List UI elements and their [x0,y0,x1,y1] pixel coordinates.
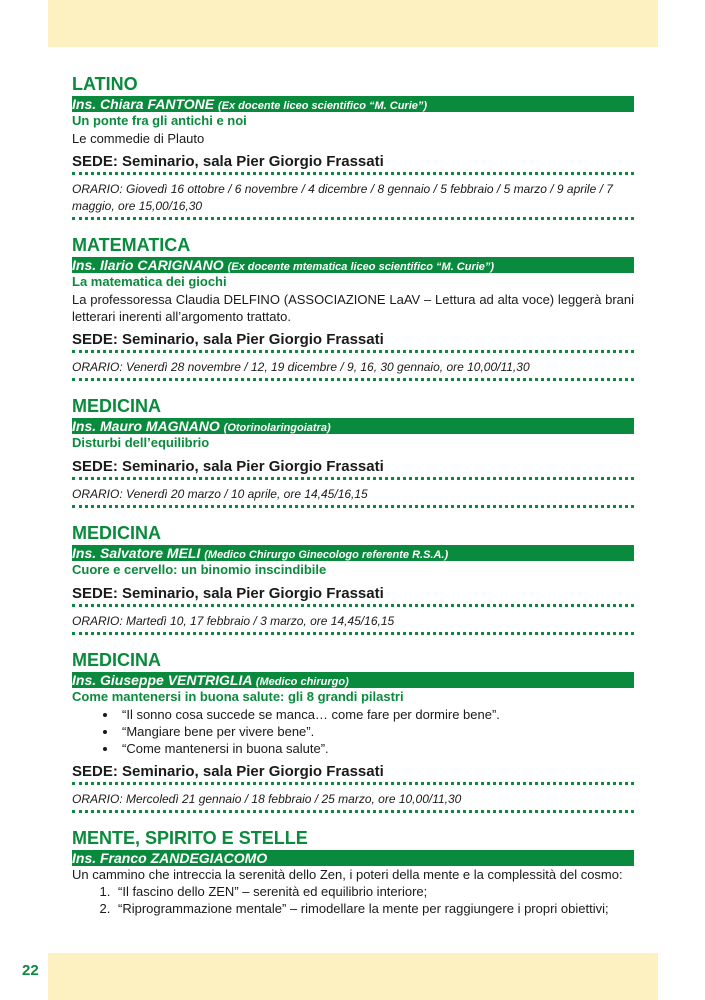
top-decorative-band [48,0,658,47]
teacher-name: Ins. Franco ZANDEGIACOMO [72,850,268,866]
venue: SEDE: Seminario, sala Pier Giorgio Frassati [72,153,384,170]
schedule: ORARIO: Mercoledì 21 gennaio / 18 febbraio / 25 marzo, ore 10,00/11,30 [72,792,462,806]
page-number: 22 [22,962,39,979]
list-item: 1. “Il fascino dello ZEN” – serenità ed equilibrio interiore; [114,883,634,900]
venue: SEDE: Seminario, sala Pier Giorgio Frassati [72,763,384,780]
course-title: Cuore e cervello: un binomio inscindibile [72,562,327,577]
course-section-matematica [72,233,634,384]
section-title: LATINO [72,74,138,94]
teacher-bar [72,672,634,688]
schedule: ORARIO: Venerdì 28 novembre / 12, 19 dicembre / 9, 16, 30 gennaio, ore 10,00/11,30 [72,360,530,374]
course-description: Le commedie di Plauto [72,131,205,146]
course-description: La professoressa Claudia DELFINO (ASSOCIAZIONE LaAV – Lettura ad alta voce) leggerà brani letterari inerenti all’argomento trattato. [72,292,634,324]
course-title: Come mantenersi in buona salute: gli 8 grandi pilastri [72,689,404,704]
course-section-medicina-meli [72,521,634,638]
section-title: MENTE, SPIRITO E STELLE [72,828,308,848]
teacher-note: (Otorinolaringoiatra) [223,422,331,434]
list-item: • “Come mantenersi in buona salute”. [118,740,634,757]
dotted-divider [72,810,634,816]
course-section-medicina-magnano [72,394,634,511]
teacher-name: Ins. Giuseppe VENTRIGLIA [72,672,252,688]
course-description: Un cammino che intreccia la serenità dello Zen, i poteri della mente e la complessità del cosmo: [72,867,623,882]
teacher-bar [72,96,634,112]
venue: SEDE: Seminario, sala Pier Giorgio Frassati [72,331,384,348]
section-title: MEDICINA [72,523,161,543]
section-title: MEDICINA [72,650,161,670]
course-title: Un ponte fra gli antichi e noi [72,113,247,128]
bottom-decorative-band [48,953,658,1000]
list-item: • “Mangiare bene per vivere bene”. [118,723,634,740]
teacher-bar [72,257,634,273]
teacher-note: (Medico Chirurgo Ginecologo referente R.S.A.) [204,549,449,561]
course-section-medicina-ventriglia [72,648,634,816]
teacher-note: (Ex docente liceo scientifico “M. Curie”) [218,100,428,112]
dotted-divider [72,632,634,638]
venue: SEDE: Seminario, sala Pier Giorgio Frassati [72,585,384,602]
dotted-divider [72,378,634,384]
list-item: 2. “Riprogrammazione mentale” – rimodellare la mente per raggiungere i propri obiettivi; [114,900,634,917]
teacher-name: Ins. Salvatore MELI [72,545,201,561]
schedule: ORARIO: Martedì 10, 17 febbraio / 3 marzo, ore 14,45/16,15 [72,614,395,628]
teacher-note: (Ex docente mtematica liceo scientifico “M. Curie”) [227,261,495,273]
course-title: Disturbi dell’equilibrio [72,435,210,450]
section-title: MEDICINA [72,396,161,416]
list-item: • “Il sonno cosa succede se manca… come fare per dormire bene”. [118,706,634,723]
teacher-bar [72,418,634,434]
course-section-mente-spirito-stelle [72,826,634,917]
course-section-latino [72,72,634,223]
schedule: ORARIO: Venerdì 20 marzo / 10 aprile, ore 14,45/16,15 [72,487,368,501]
teacher-name: Ins. Chiara FANTONE [72,96,215,112]
section-title: MATEMATICA [72,235,191,255]
teacher-name: Ins. Mauro MAGNANO [72,418,220,434]
dotted-divider [72,505,634,511]
teacher-bar [72,850,634,866]
course-listing [72,72,634,927]
schedule: ORARIO: Giovedì 16 ottobre / 6 novembre / 4 dicembre / 8 gennaio / 5 febbraio / 5 marzo / 9 aprile / 7 maggio, ore 15,00/16,30 [72,182,613,213]
numbered-topic-list [72,883,634,917]
teacher-note: (Medico chirurgo) [255,676,349,688]
dotted-divider [72,217,634,223]
topic-list [72,706,634,757]
teacher-name: Ins. Ilario CARIGNANO [72,257,224,273]
course-title: La matematica dei giochi [72,274,227,289]
teacher-bar [72,545,634,561]
venue: SEDE: Seminario, sala Pier Giorgio Frassati [72,458,384,475]
